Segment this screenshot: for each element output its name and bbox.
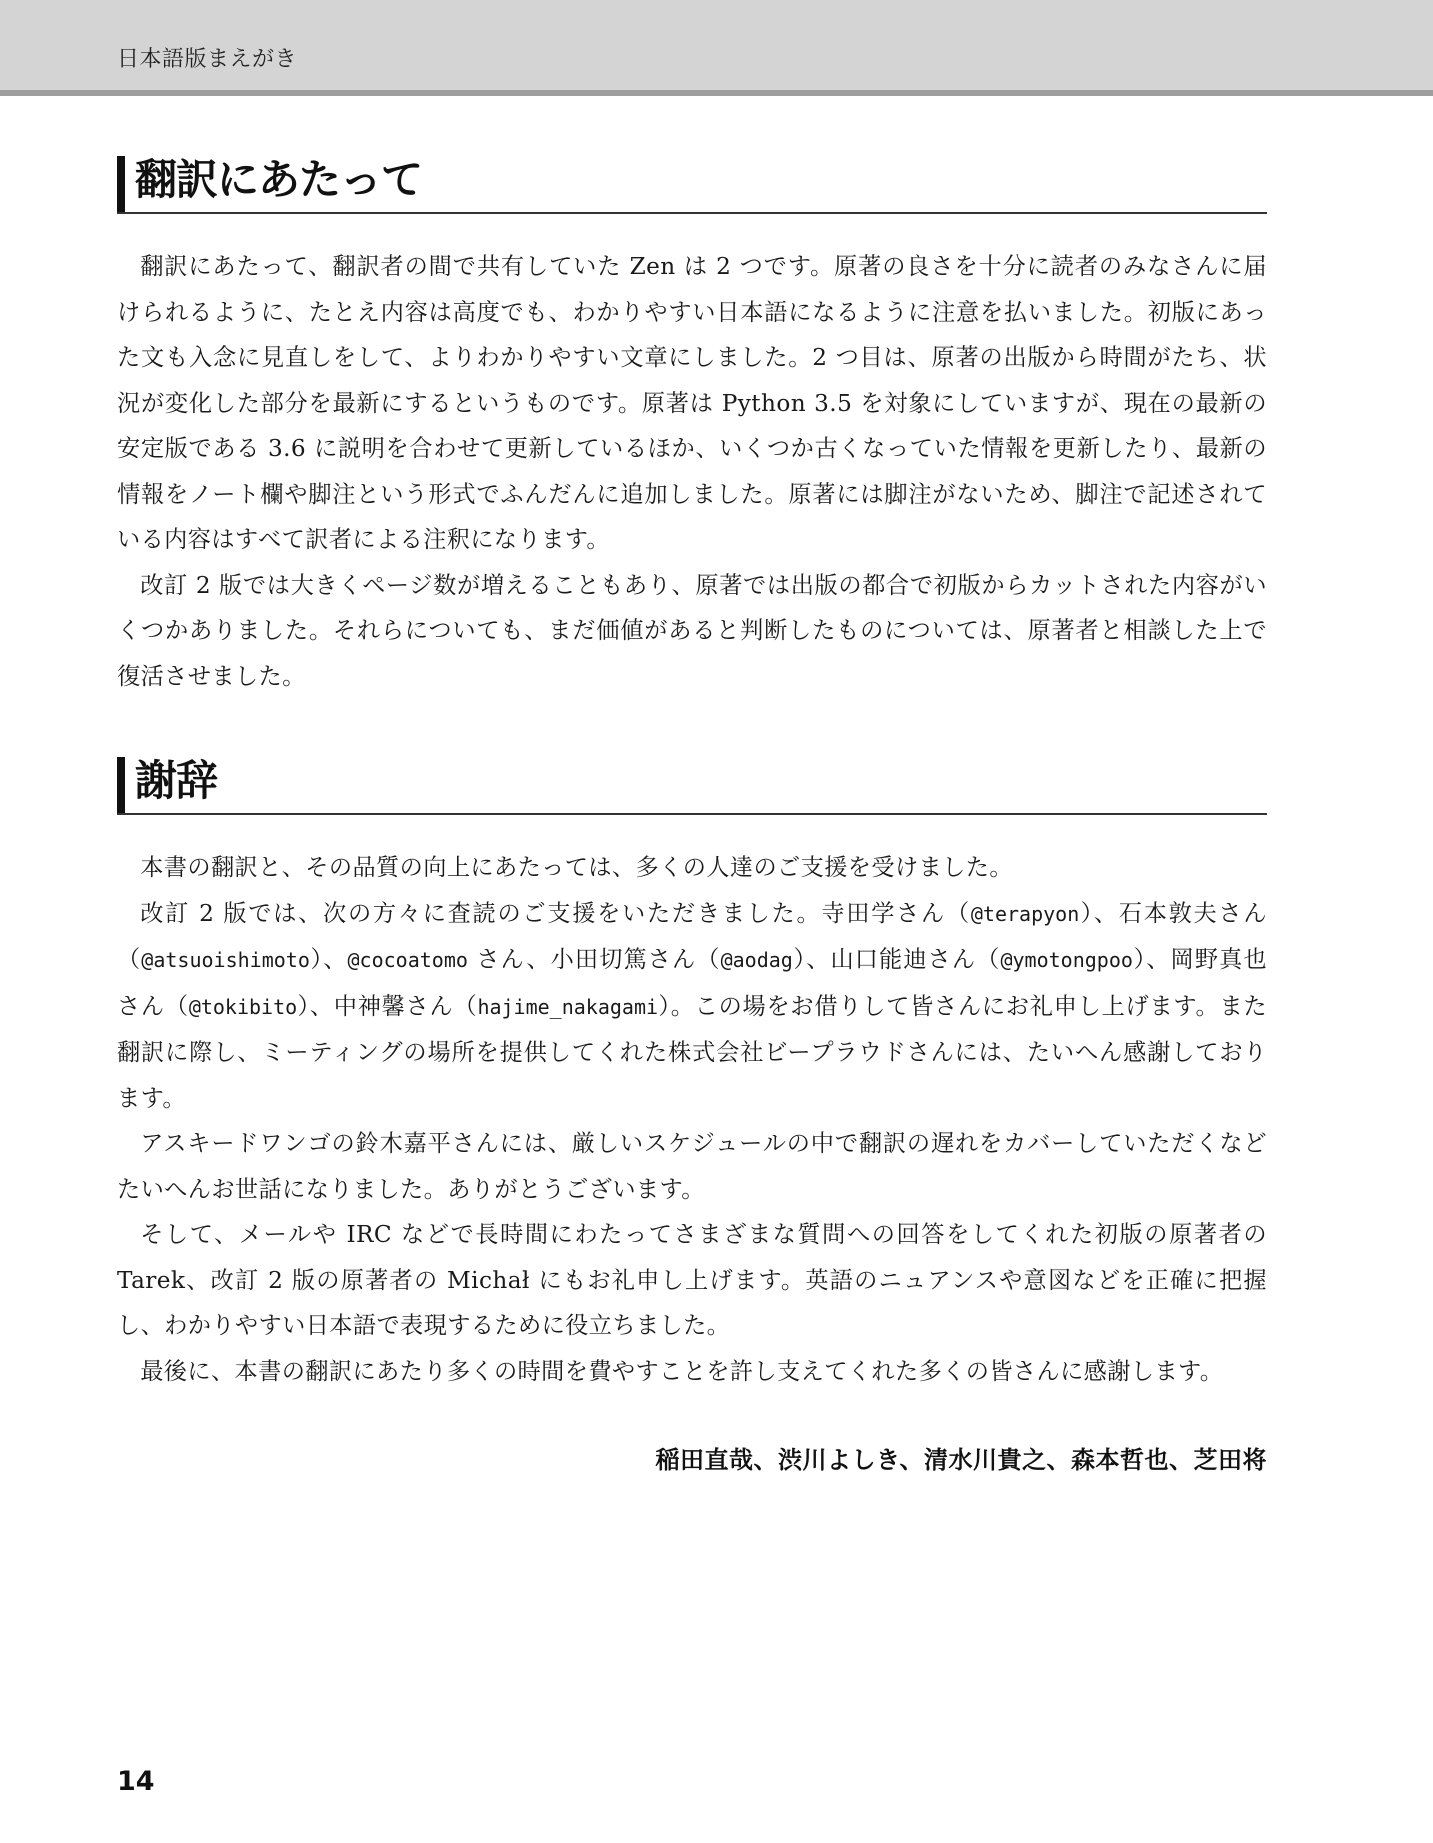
section-title-acknowledgments: 謝辞 [135,756,218,805]
handle: @tokibito [188,994,298,1019]
section-heading [117,753,1267,815]
running-header [0,0,1433,96]
handle: @cocoatomo [347,948,468,972]
handle: @atsuoishimoto [141,948,310,972]
handle: @ymotongpoo [1000,948,1133,972]
translator-signature: 稲田直哉、渋川よしき、清水川貴之、森本哲也、芝田将 [655,1446,1267,1474]
paragraph-reviewers: 改訂 2 版では、次の方々に査読のご支援をいただきました。寺田学さん（@terapyon）、石本敦夫さん（@atsuoishimoto）、@cocoatomo さん、小田切篤さん（@aodag）、山口能迪さん（@ymotongpoo）、岡野真也さん（@tokibito）、中神馨さん（hajime_nakagami）。この場をお借りして皆さんにお礼申し上げます。また翻訳に際し、ミーティングの場所を提供してくれた株式会社ビープラウドさんには、たいへん感謝しております。 [117,899,1267,1112]
paragraph: そして、メールや IRC などで長時間にわたってさまざまな質問への回答をしてくれた初版の原著者の Tarek、改訂 2 版の原著者の Michał にもお礼申し上げます。英語のニュアンスや意図などを正確に把握し、わかりやすい日本語で表現するために役立ちました。 [117,1221,1267,1339]
paragraph: 改訂 2 版では大きくページ数が増えることもあり、原著では出版の都合で初版からカットされた内容がいくつかありました。それらについても、まだ価値があると判断したものについては、原著者と相談した上で復活させました。 [117,571,1267,690]
section-title-translation: 翻訳にあたって [135,155,423,204]
section-translation [117,152,1267,699]
section-heading [117,152,1267,214]
paragraph: アスキードワンゴの鈴木嘉平さんには、厳しいスケジュールの中で翻訳の遅れをカバーしていただくなどたいへんお世話になりました。ありがとうございます。 [117,1130,1267,1203]
handle: @aodag [720,948,793,972]
paragraph: 本書の翻訳と、その品質の向上にあたっては、多くの人達のご支援を受けました。 [140,854,1013,881]
running-header-title: 日本語版まえがき [117,47,298,72]
paragraph: 最後に、本書の翻訳にあたり多くの時間を費やすことを許し支えてくれた多くの皆さんに感謝します。 [140,1357,1224,1385]
paragraph: 翻訳にあたって、翻訳者の間で共有していた Zen は 2 つです。原著の良さを十分に読者のみなさんに届けられるように、たとえ内容は高度でも、わかりやすい日本語になるように注意を払いました。初版にあった文も入念に見直しをして、よりわかりやすい文章にしました。2 つ目は、原著の出版から時間がたち、状況が変化した部分を最新にするというものです。原著は Python 3.5 を対象にしていますが、現在の最新の安定版である 3.6 に説明を合わせて更新しているほか、いくつか古くなっていた情報を更新したり、最新の情報をノート欄や脚注という形式でふんだんに追加しました。原著には脚注がないため、脚注で記述されている内容はすべて訳者による注釈になります。 [117,253,1267,553]
section-acknowledgments [117,753,1267,1475]
handle: hajime_nakagami [477,994,659,1019]
handle: @terapyon [970,901,1080,926]
heading-bar [117,757,125,813]
heading-bar [117,156,125,212]
page-number: 14 [117,1766,155,1797]
